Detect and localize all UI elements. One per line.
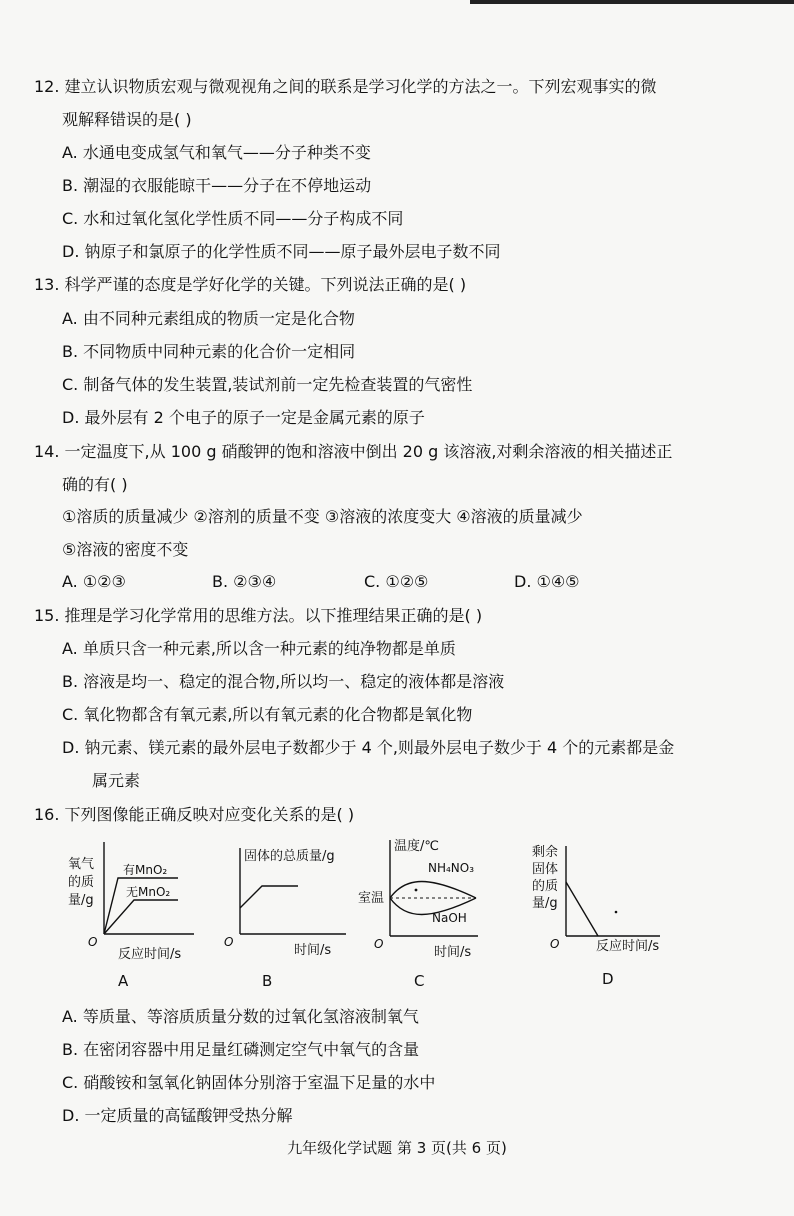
graph-a-curve2-label: 无MnO₂ <box>126 885 171 899</box>
q16-option-b: B. 在密闭容器中用足量红磷测定空气中氧气的含量 <box>62 1040 420 1059</box>
q12-option-c: C. 水和过氧化氢化学性质不同——分子构成不同 <box>62 209 404 228</box>
q15-option-c: C. 氧化物都含有氧元素,所以有氧元素的化合物都是氧化物 <box>62 705 473 724</box>
graph-d-ylabel-line2: 固体 <box>532 862 559 877</box>
graph-a-curve1-label: 有MnO₂ <box>123 863 168 877</box>
graph-b <box>222 838 362 968</box>
graph-d-curve <box>566 882 598 936</box>
graph-b-curve <box>240 886 298 908</box>
graph-d-xlabel: 反应时间/s <box>596 939 660 954</box>
q12-stem-line2: 观解释错误的是( ) <box>62 110 192 129</box>
q12-option-d: D. 钠原子和氯原子的化学性质不同——原子最外层电子数不同 <box>62 242 501 261</box>
q13-option-d: D. 最外层有 2 个电子的原子一定是金属元素的原子 <box>62 408 425 427</box>
graph-c-dot <box>415 889 418 892</box>
q15-stem: 15. 推理是学习化学常用的思维方法。以下推理结果正确的是( ) <box>34 606 483 625</box>
graph-a-origin: O <box>88 935 98 949</box>
graph-d <box>530 844 680 964</box>
q16-option-c: C. 硝酸铵和氢氧化钠固体分别溶于室温下足量的水中 <box>62 1073 436 1092</box>
q16-option-a: A. 等质量、等溶质质量分数的过氧化氢溶液制氧气 <box>62 1007 419 1026</box>
q14-option-a: A. ①②③ <box>62 572 126 591</box>
q16-stem: 16. 下列图像能正确反映对应变化关系的是( ) <box>34 805 355 824</box>
q12-stem-line1: 12. 建立认识物质宏观与微观视角之间的联系是学习化学的方法之一。下列宏观事实的微 <box>34 77 657 96</box>
graph-c-nh4no3-curve <box>390 882 476 899</box>
q13-option-b: B. 不同物质中同种元素的化合价一定相同 <box>62 342 356 361</box>
graph-c-room-temp: 室温 <box>358 891 385 906</box>
graph-d-origin: O <box>550 937 560 951</box>
q14-stem-line1: 14. 一定温度下,从 100 g 硝酸钾的饱和溶液中倒出 20 g 该溶液,对剩余溶液的相关描述正 <box>34 442 673 461</box>
q12-option-a: A. 水通电变成氢气和氧气——分子种类不变 <box>62 143 371 162</box>
graph-d-ylabel-line1: 剩余 <box>532 845 559 860</box>
q14-items-line2: ⑤溶液的密度不变 <box>62 540 189 559</box>
q13-option-c: C. 制备气体的发生装置,装试剂前一定先检查装置的气密性 <box>62 375 473 394</box>
q12-option-b: B. 潮湿的衣服能晾干——分子在不停地运动 <box>62 176 372 195</box>
page-footer: 九年级化学试题 第 3 页(共 6 页) <box>287 1139 507 1157</box>
graph-a <box>66 838 206 968</box>
graph-c <box>354 836 494 966</box>
q14-option-b: B. ②③④ <box>212 572 277 591</box>
graph-a-caption: A <box>118 972 129 990</box>
graph-b-xlabel: 时间/s <box>294 943 332 958</box>
graph-a-ylabel-line3: 量/g <box>68 893 94 908</box>
q14-stem-line2: 确的有( ) <box>62 475 128 494</box>
graph-c-caption: C <box>414 972 425 990</box>
graph-c-origin: O <box>374 937 384 951</box>
graph-d-caption: D <box>602 970 614 988</box>
graph-c-curve2-label: NaOH <box>432 911 467 925</box>
graph-a-ylabel-line1: 氧气 <box>68 857 95 872</box>
graph-a-curve-without-catalyst <box>104 900 178 934</box>
graph-d-ylabel-line4: 量/g <box>532 896 558 911</box>
graph-b-caption: B <box>262 972 273 990</box>
graph-d-ylabel-line3: 的质 <box>532 879 559 894</box>
graph-b-ylabel: 固体的总质量/g <box>244 849 335 864</box>
graph-b-origin: O <box>224 935 234 949</box>
q15-option-d-continued: 属元素 <box>92 771 141 790</box>
graph-a-xlabel: 反应时间/s <box>118 947 182 962</box>
q15-option-a: A. 单质只含一种元素,所以含一种元素的纯净物都是单质 <box>62 639 456 658</box>
q14-items-line1: ①溶质的质量减少 ②溶剂的质量不变 ③溶液的浓度变大 ④溶液的质量减少 <box>62 507 583 526</box>
q16-option-d: D. 一定质量的高锰酸钾受热分解 <box>62 1106 293 1125</box>
graph-d-dot <box>615 911 618 914</box>
graph-c-xlabel: 时间/s <box>434 945 472 960</box>
q13-option-a: A. 由不同种元素组成的物质一定是化合物 <box>62 309 355 328</box>
graph-c-curve1-label: NH₄NO₃ <box>428 861 475 875</box>
q14-option-d: D. ①④⑤ <box>514 572 580 591</box>
graph-a-ylabel-line2: 的质 <box>68 875 95 890</box>
q15-option-b: B. 溶液是均一、稳定的混合物,所以均一、稳定的液体都是溶液 <box>62 672 505 691</box>
q15-option-d: D. 钠元素、镁元素的最外层电子数都少于 4 个,则最外层电子数少于 4 个的元素都是金 <box>62 738 675 757</box>
q13-stem: 13. 科学严谨的态度是学好化学的关键。下列说法正确的是( ) <box>34 275 467 294</box>
graph-c-ylabel: 温度/℃ <box>394 839 439 854</box>
q14-option-c: C. ①②⑤ <box>364 572 429 591</box>
